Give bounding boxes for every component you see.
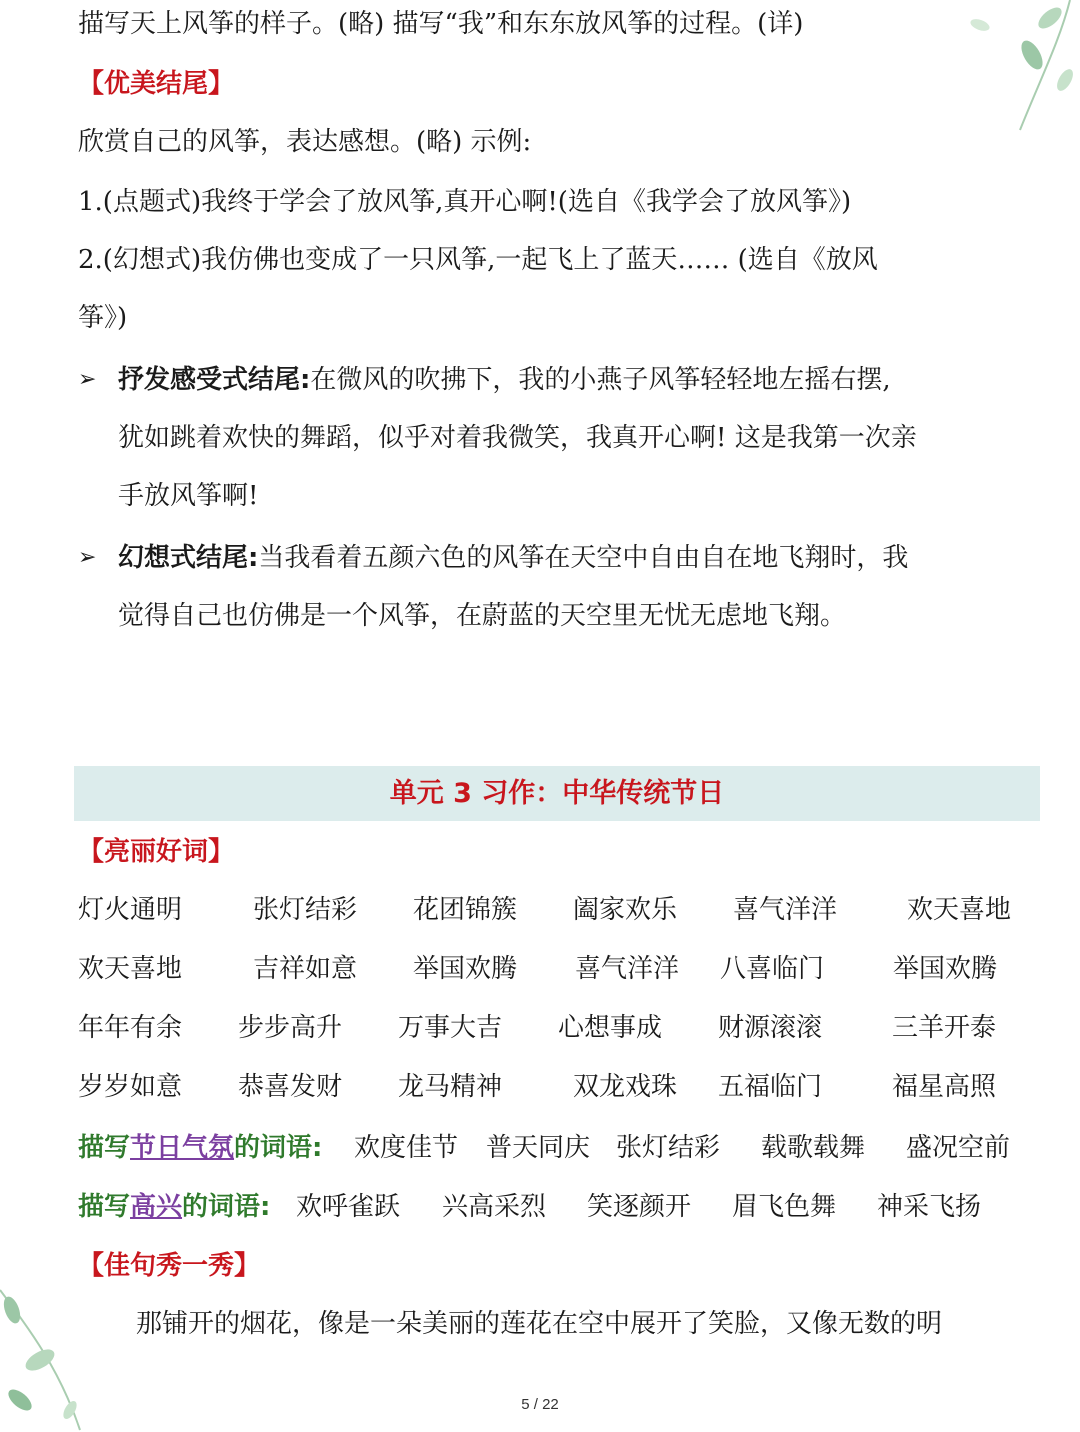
word-item: 龙马精神 xyxy=(398,1072,503,1102)
word-item: 年年有余 xyxy=(78,1013,183,1043)
word-item: 欢呼雀跃 xyxy=(296,1192,401,1222)
word-item: 心想事成 xyxy=(558,1013,663,1043)
bullet-paragraph xyxy=(118,538,908,578)
word-item: 岁岁如意 xyxy=(78,1072,183,1102)
word-item: 举国欢腾 xyxy=(413,954,518,984)
word-item: 八喜临门 xyxy=(720,954,825,984)
bullet-text: 当我看着五颜六色的风筝在天空中自由自在地飞翔时，我 xyxy=(258,543,909,573)
word-item: 欢度佳节 xyxy=(354,1133,459,1163)
sentences-heading: 【佳句秀一秀】 xyxy=(78,1251,261,1281)
text-line: 欣赏自己的风筝，表达感想。(略) 示例: xyxy=(78,127,532,157)
happy-label-key: 高兴 xyxy=(130,1192,183,1222)
word-item: 盛况空前 xyxy=(906,1133,1011,1163)
word-item: 双龙戏珠 xyxy=(573,1072,678,1102)
ending-heading: 【优美结尾】 xyxy=(78,69,235,99)
word-item: 笑逐颜开 xyxy=(587,1192,692,1222)
word-item: 万事大吉 xyxy=(398,1013,503,1043)
page-number: 5 / 22 xyxy=(521,1396,559,1413)
word-item: 张灯结彩 xyxy=(616,1133,721,1163)
bullet-arrow-icon: ➢ xyxy=(78,545,97,570)
bullet-lead: 抒发感受式结尾: xyxy=(118,365,311,395)
word-item: 财源滚滚 xyxy=(718,1013,823,1043)
text-line: 犹如跳着欢快的舞蹈，似乎对着我微笑，我真开心啊! 这是我第一次亲 xyxy=(118,423,917,453)
word-item: 张灯结彩 xyxy=(253,895,358,925)
festive-words-row xyxy=(78,1128,322,1168)
word-item: 恭喜发财 xyxy=(238,1072,343,1102)
leaf-decoration-icon xyxy=(920,0,1080,140)
word-item: 福星高照 xyxy=(892,1072,997,1102)
word-item: 欢天喜地 xyxy=(907,895,1012,925)
unit-banner: 单元 3 习作：中华传统节日 xyxy=(74,766,1040,821)
word-item: 三羊开泰 xyxy=(892,1013,997,1043)
festive-label-key: 节日气氛 xyxy=(130,1133,235,1163)
happy-label-pre: 描写 xyxy=(78,1192,131,1222)
happy-words-row xyxy=(78,1187,270,1227)
bullet-lead: 幻想式结尾: xyxy=(118,543,259,573)
happy-label-post: 的词语: xyxy=(182,1192,271,1222)
word-item: 普天同庆 xyxy=(486,1133,591,1163)
word-item: 步步高升 xyxy=(238,1013,343,1043)
bullet-arrow-icon: ➢ xyxy=(78,367,97,392)
words-heading: 【亮丽好词】 xyxy=(78,837,235,867)
text-line: 1.(点题式)我终于学会了放风筝,真开心啊!(选自《我学会了放风筝》) xyxy=(78,187,852,217)
word-item: 兴高采烈 xyxy=(442,1192,547,1222)
festive-label-post: 的词语: xyxy=(234,1133,323,1163)
word-item: 五福临门 xyxy=(718,1072,823,1102)
word-item: 载歌载舞 xyxy=(761,1133,866,1163)
word-item: 灯火通明 xyxy=(78,895,183,925)
text-line: 2.(幻想式)我仿佛也变成了一只风筝,一起飞上了蓝天…… (选自《放风 xyxy=(78,245,878,275)
text-line: 描写天上风筝的样子。(略) 描写“我”和东东放风筝的过程。(详) xyxy=(78,9,804,39)
word-item: 欢天喜地 xyxy=(78,954,183,984)
text-line: 觉得自己也仿佛是一个风筝，在蔚蓝的天空里无忧无虑地飞翔。 xyxy=(118,601,847,631)
festive-label-pre: 描写 xyxy=(78,1133,131,1163)
word-item: 举国欢腾 xyxy=(893,954,998,984)
text-line: 那铺开的烟花，像是一朵美丽的莲花在空中展开了笑脸，又像无数的明 xyxy=(136,1309,943,1339)
bullet-text: 在微风的吹拂下，我的小燕子风筝轻轻地左摇右摆, xyxy=(310,365,891,395)
word-item: 吉祥如意 xyxy=(253,954,358,984)
text-line: 筝》) xyxy=(78,303,128,333)
text-line: 手放风筝啊! xyxy=(118,481,259,511)
bullet-paragraph xyxy=(118,360,891,400)
word-item: 花团锦簇 xyxy=(413,895,518,925)
word-item: 阖家欢乐 xyxy=(573,895,678,925)
word-item: 眉飞色舞 xyxy=(732,1192,837,1222)
word-item: 喜气洋洋 xyxy=(575,954,680,984)
word-item: 神采飞扬 xyxy=(877,1192,982,1222)
word-item: 喜气洋洋 xyxy=(733,895,838,925)
